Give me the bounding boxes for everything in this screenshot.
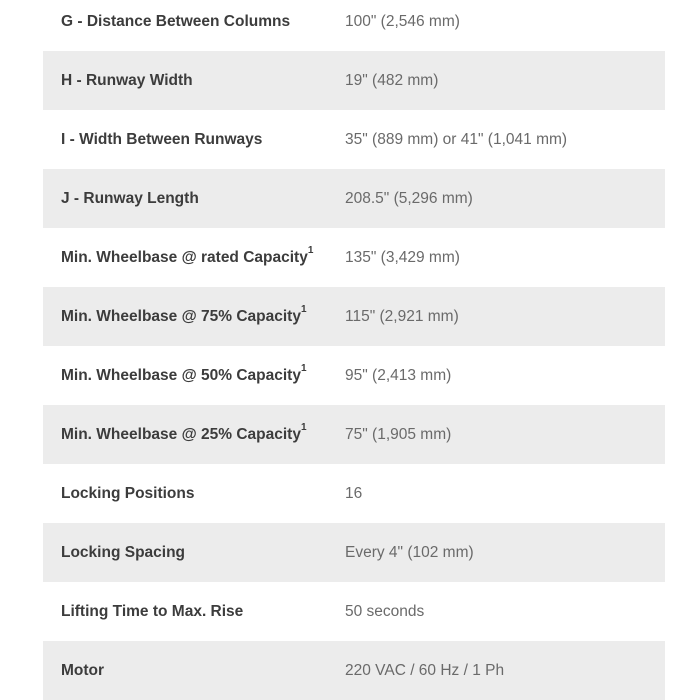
spec-label: Min. Wheelbase @ 50% Capacity$^1$ <box>61 363 307 384</box>
spec-row-wheelbase-75 <box>43 287 665 346</box>
spec-label: Min. Wheelbase @ 75% Capacity$^1$ <box>61 304 307 325</box>
spec-value: 35" (889 mm) or 41" (1,041 mm) <box>345 130 568 148</box>
spec-label: Locking Spacing <box>61 543 186 561</box>
spec-row-distance-between-columns <box>43 0 665 51</box>
spec-value: 100" (2,546 mm) <box>345 12 460 30</box>
spec-value: Every 4" (102 mm) <box>345 543 474 561</box>
spec-value: 95" (2,413 mm) <box>345 366 452 384</box>
spec-value: 115" (2,921 mm) <box>345 307 459 325</box>
spec-label: Min. Wheelbase @ 25% Capacity$^1$ <box>61 422 307 443</box>
spec-label: Min. Wheelbase @ rated Capacity$^1$ <box>61 245 314 266</box>
spec-row-locking-spacing <box>43 523 665 582</box>
spec-row-runway-length <box>43 169 665 228</box>
spec-row-runway-width <box>43 51 665 110</box>
spec-table <box>43 0 665 700</box>
spec-value: 19" (482 mm) <box>345 71 439 89</box>
spec-label: J - Runway Length <box>61 189 199 207</box>
spec-value: 220 VAC / 60 Hz / 1 Ph <box>345 661 505 679</box>
spec-row-locking-positions <box>43 464 665 523</box>
spec-row-width-between-runways <box>43 110 665 169</box>
spec-row-wheelbase-50 <box>43 346 665 405</box>
spec-value: 75" (1,905 mm) <box>345 425 452 443</box>
spec-value: 135" (3,429 mm) <box>345 248 460 266</box>
footnote-marker: 1 <box>300 304 307 316</box>
spec-label: Motor <box>61 661 105 679</box>
footnote-marker: 1 <box>300 363 307 375</box>
spec-row-lifting-time <box>43 582 665 641</box>
footnote-marker: 1 <box>300 422 307 434</box>
spec-label: Lifting Time to Max. Rise <box>61 602 244 620</box>
spec-row-motor <box>43 641 665 700</box>
spec-label: G - Distance Between Columns <box>61 12 291 30</box>
spec-row-wheelbase-rated <box>43 228 665 287</box>
footnote-marker: 1 <box>307 245 314 257</box>
spec-label: H - Runway Width <box>61 71 193 89</box>
spec-label: I - Width Between Runways <box>61 130 263 148</box>
spec-value: 208.5" (5,296 mm) <box>345 189 473 207</box>
spec-label: Locking Positions <box>61 484 195 502</box>
spec-row-wheelbase-25 <box>43 405 665 464</box>
spec-value: 50 seconds <box>345 602 425 620</box>
spec-value: 16 <box>345 484 363 502</box>
